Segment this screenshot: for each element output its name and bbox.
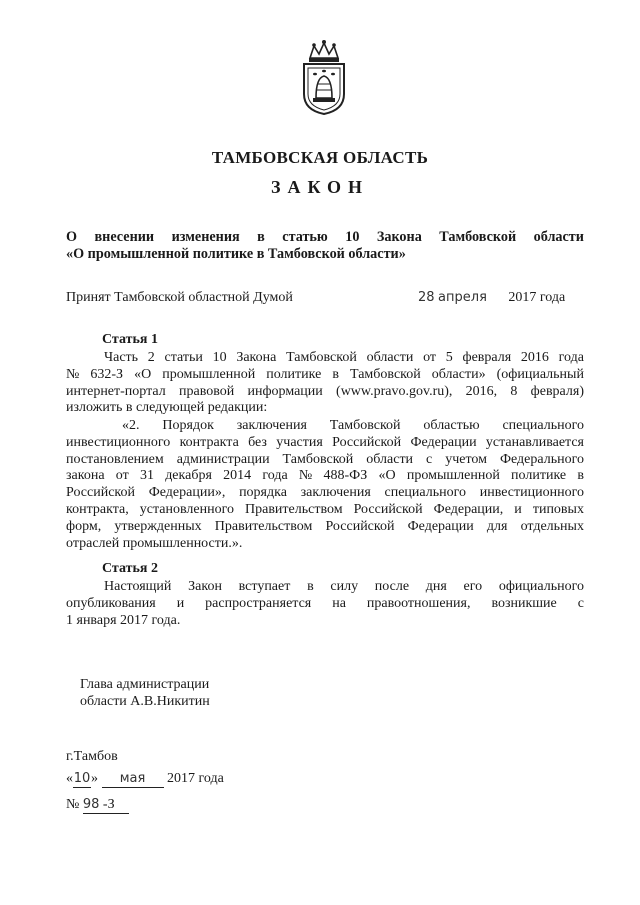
word: Закона xyxy=(236,350,277,365)
word: политике xyxy=(266,366,322,382)
word: 1 января 2017 года. xyxy=(66,612,181,628)
signatory-name: области А.В.Никитин xyxy=(80,694,210,709)
adoption-month: апреля xyxy=(438,290,487,305)
word: с xyxy=(577,595,584,611)
word: (www.pravo.gov.ru), xyxy=(336,383,453,399)
word: области xyxy=(366,451,414,467)
word: Тамбовской xyxy=(350,366,421,382)
text-line xyxy=(66,418,584,435)
signing-day: 10 xyxy=(73,771,91,786)
word: Российской xyxy=(332,434,402,450)
word: от xyxy=(115,468,129,484)
word: Правительством xyxy=(245,501,343,517)
word: в xyxy=(257,229,265,245)
signing-year: 2017 года xyxy=(167,771,224,786)
word: года xyxy=(558,350,584,365)
law-number xyxy=(66,796,129,814)
article1-heading: Статья 1 xyxy=(102,332,158,347)
word: специального xyxy=(502,418,584,433)
word: политике xyxy=(511,468,567,484)
text-line xyxy=(66,596,584,613)
word: области» xyxy=(431,366,486,382)
word: закона xyxy=(66,468,105,484)
text-line xyxy=(66,502,584,519)
word: информации xyxy=(247,383,323,399)
text-line xyxy=(66,519,584,536)
adoption-date xyxy=(418,289,565,306)
word: Российской xyxy=(66,485,135,501)
word: официального xyxy=(498,579,584,594)
law-title xyxy=(66,229,584,263)
word: февраля xyxy=(462,350,512,365)
word: в xyxy=(332,366,339,382)
word: «О xyxy=(134,366,152,382)
word: типовых xyxy=(532,501,584,517)
article2-heading: Статья 2 xyxy=(102,561,158,576)
word: Российской xyxy=(325,518,395,534)
word: утвержденных xyxy=(114,518,202,534)
word: после xyxy=(374,579,410,594)
word: Настоящий xyxy=(104,579,172,594)
word: 2016, xyxy=(465,383,498,399)
word: Федерации xyxy=(407,518,474,534)
signatory-title: Глава администрации xyxy=(80,677,210,692)
word: вступает xyxy=(238,579,291,594)
word: Федерации, xyxy=(433,501,504,517)
word: года xyxy=(262,468,288,484)
word: 2 xyxy=(147,350,155,365)
word: Тамбовской xyxy=(329,418,401,433)
open-quote: « xyxy=(66,771,73,786)
article1-paragraph1 xyxy=(66,350,584,417)
word: 10 xyxy=(212,350,227,365)
word: февраля) xyxy=(530,383,584,399)
word: устанавливается xyxy=(485,434,584,450)
word: инвестиционного xyxy=(66,434,171,450)
region-name: ТАМБОВСКАЯ ОБЛАСТЬ xyxy=(211,148,429,167)
word: форм, xyxy=(66,518,102,534)
word: заключения xyxy=(300,485,371,501)
word: силу xyxy=(330,579,359,594)
word: статьи xyxy=(164,350,203,365)
word: специального xyxy=(384,485,466,501)
word: областью xyxy=(423,418,480,433)
text-line xyxy=(66,579,584,596)
word: с xyxy=(426,451,433,467)
adoption-day: 28 xyxy=(418,290,435,305)
word: участия xyxy=(276,434,323,450)
word: 8 xyxy=(510,383,518,399)
word: интернет-портал xyxy=(66,383,166,399)
text-line xyxy=(66,536,584,553)
word: Закон xyxy=(188,579,222,594)
text-line xyxy=(66,367,584,384)
word: № xyxy=(66,366,80,382)
text-line xyxy=(66,400,584,417)
word: «О xyxy=(378,468,396,484)
word: для xyxy=(486,518,508,534)
word: Российской xyxy=(353,501,423,517)
word: Федерации xyxy=(410,434,477,450)
word: отраслей промышленности.». xyxy=(66,535,243,551)
text-line xyxy=(66,384,584,401)
word: контракта xyxy=(179,434,239,450)
word: дня xyxy=(425,579,447,594)
word: изложить в следующей редакции: xyxy=(66,400,268,416)
word: области xyxy=(366,350,414,365)
word: 2016 xyxy=(520,350,549,365)
word: распространяется xyxy=(205,595,312,611)
text-line xyxy=(66,613,584,630)
word: и xyxy=(176,595,185,611)
word: и xyxy=(514,501,522,517)
word: декабря xyxy=(165,468,212,484)
word: 10 xyxy=(345,229,360,245)
word: порядка xyxy=(239,485,287,501)
law-title-line2: «О промышленной политике в Тамбовской области» xyxy=(66,246,406,262)
number-sign: № xyxy=(66,797,80,812)
word: О xyxy=(66,229,78,245)
word: области xyxy=(533,229,584,245)
word: контракта, xyxy=(66,501,129,517)
word: (официальный xyxy=(496,366,584,382)
text-line xyxy=(66,468,584,485)
signing-place: г.Тамбов xyxy=(66,749,118,764)
word: Тамбовской xyxy=(439,229,517,245)
signature-block xyxy=(80,676,210,710)
word: Федерации», xyxy=(148,485,226,501)
word: Часть xyxy=(104,350,139,365)
word: правоотношения, xyxy=(366,595,471,611)
law-number-value: 98 -З xyxy=(83,796,129,814)
word: 31 xyxy=(139,468,154,484)
word: Тамбовской xyxy=(286,350,357,365)
adopting-body: Принят Тамбовской областной Думой xyxy=(66,290,293,305)
text-line xyxy=(66,350,584,367)
word: постановлением xyxy=(66,451,164,467)
word: 632-З xyxy=(90,366,124,382)
word: «2. xyxy=(122,418,140,433)
word: 5 xyxy=(445,350,453,365)
word: его xyxy=(463,579,483,594)
word: в xyxy=(307,579,314,594)
word: 488-ФЗ xyxy=(323,468,368,484)
word: внесении xyxy=(94,229,155,245)
signing-month: мая xyxy=(102,770,164,788)
word: администрации xyxy=(176,451,270,467)
word: изменения xyxy=(171,229,240,245)
law-title-line1 xyxy=(66,229,584,246)
text-line xyxy=(66,485,584,502)
word: установленного xyxy=(139,501,234,517)
word: возникшие xyxy=(491,595,557,611)
word: Порядок xyxy=(162,418,214,433)
text-line xyxy=(66,435,584,452)
word: от xyxy=(423,350,437,365)
close-quote: » xyxy=(91,771,98,786)
article2-paragraph1 xyxy=(66,579,584,629)
word: учетом xyxy=(445,451,487,467)
article1-paragraph2 xyxy=(66,418,584,552)
word: Тамбовской xyxy=(282,451,354,467)
word: промышленной xyxy=(406,468,500,484)
text-line xyxy=(66,452,584,469)
word: Правительством xyxy=(214,518,313,534)
signing-date xyxy=(66,770,224,788)
word: опубликования xyxy=(66,595,156,611)
word: промышленной xyxy=(162,366,256,382)
word: статью xyxy=(282,229,328,245)
word: 2014 xyxy=(223,468,252,484)
word: инвестиционного xyxy=(479,485,584,501)
word: правовой xyxy=(178,383,235,399)
word: в xyxy=(577,468,584,484)
adoption-year: 2017 года xyxy=(508,290,566,305)
document-type: ЗАКОН xyxy=(270,177,370,197)
coat-of-arms-icon xyxy=(296,38,352,116)
word: № xyxy=(298,468,313,484)
word: отдельных xyxy=(520,518,584,534)
word: без xyxy=(248,434,267,450)
word: заключения xyxy=(236,418,307,433)
word: на xyxy=(332,595,346,611)
word: Федерального xyxy=(499,451,584,467)
word: Закона xyxy=(376,229,422,245)
